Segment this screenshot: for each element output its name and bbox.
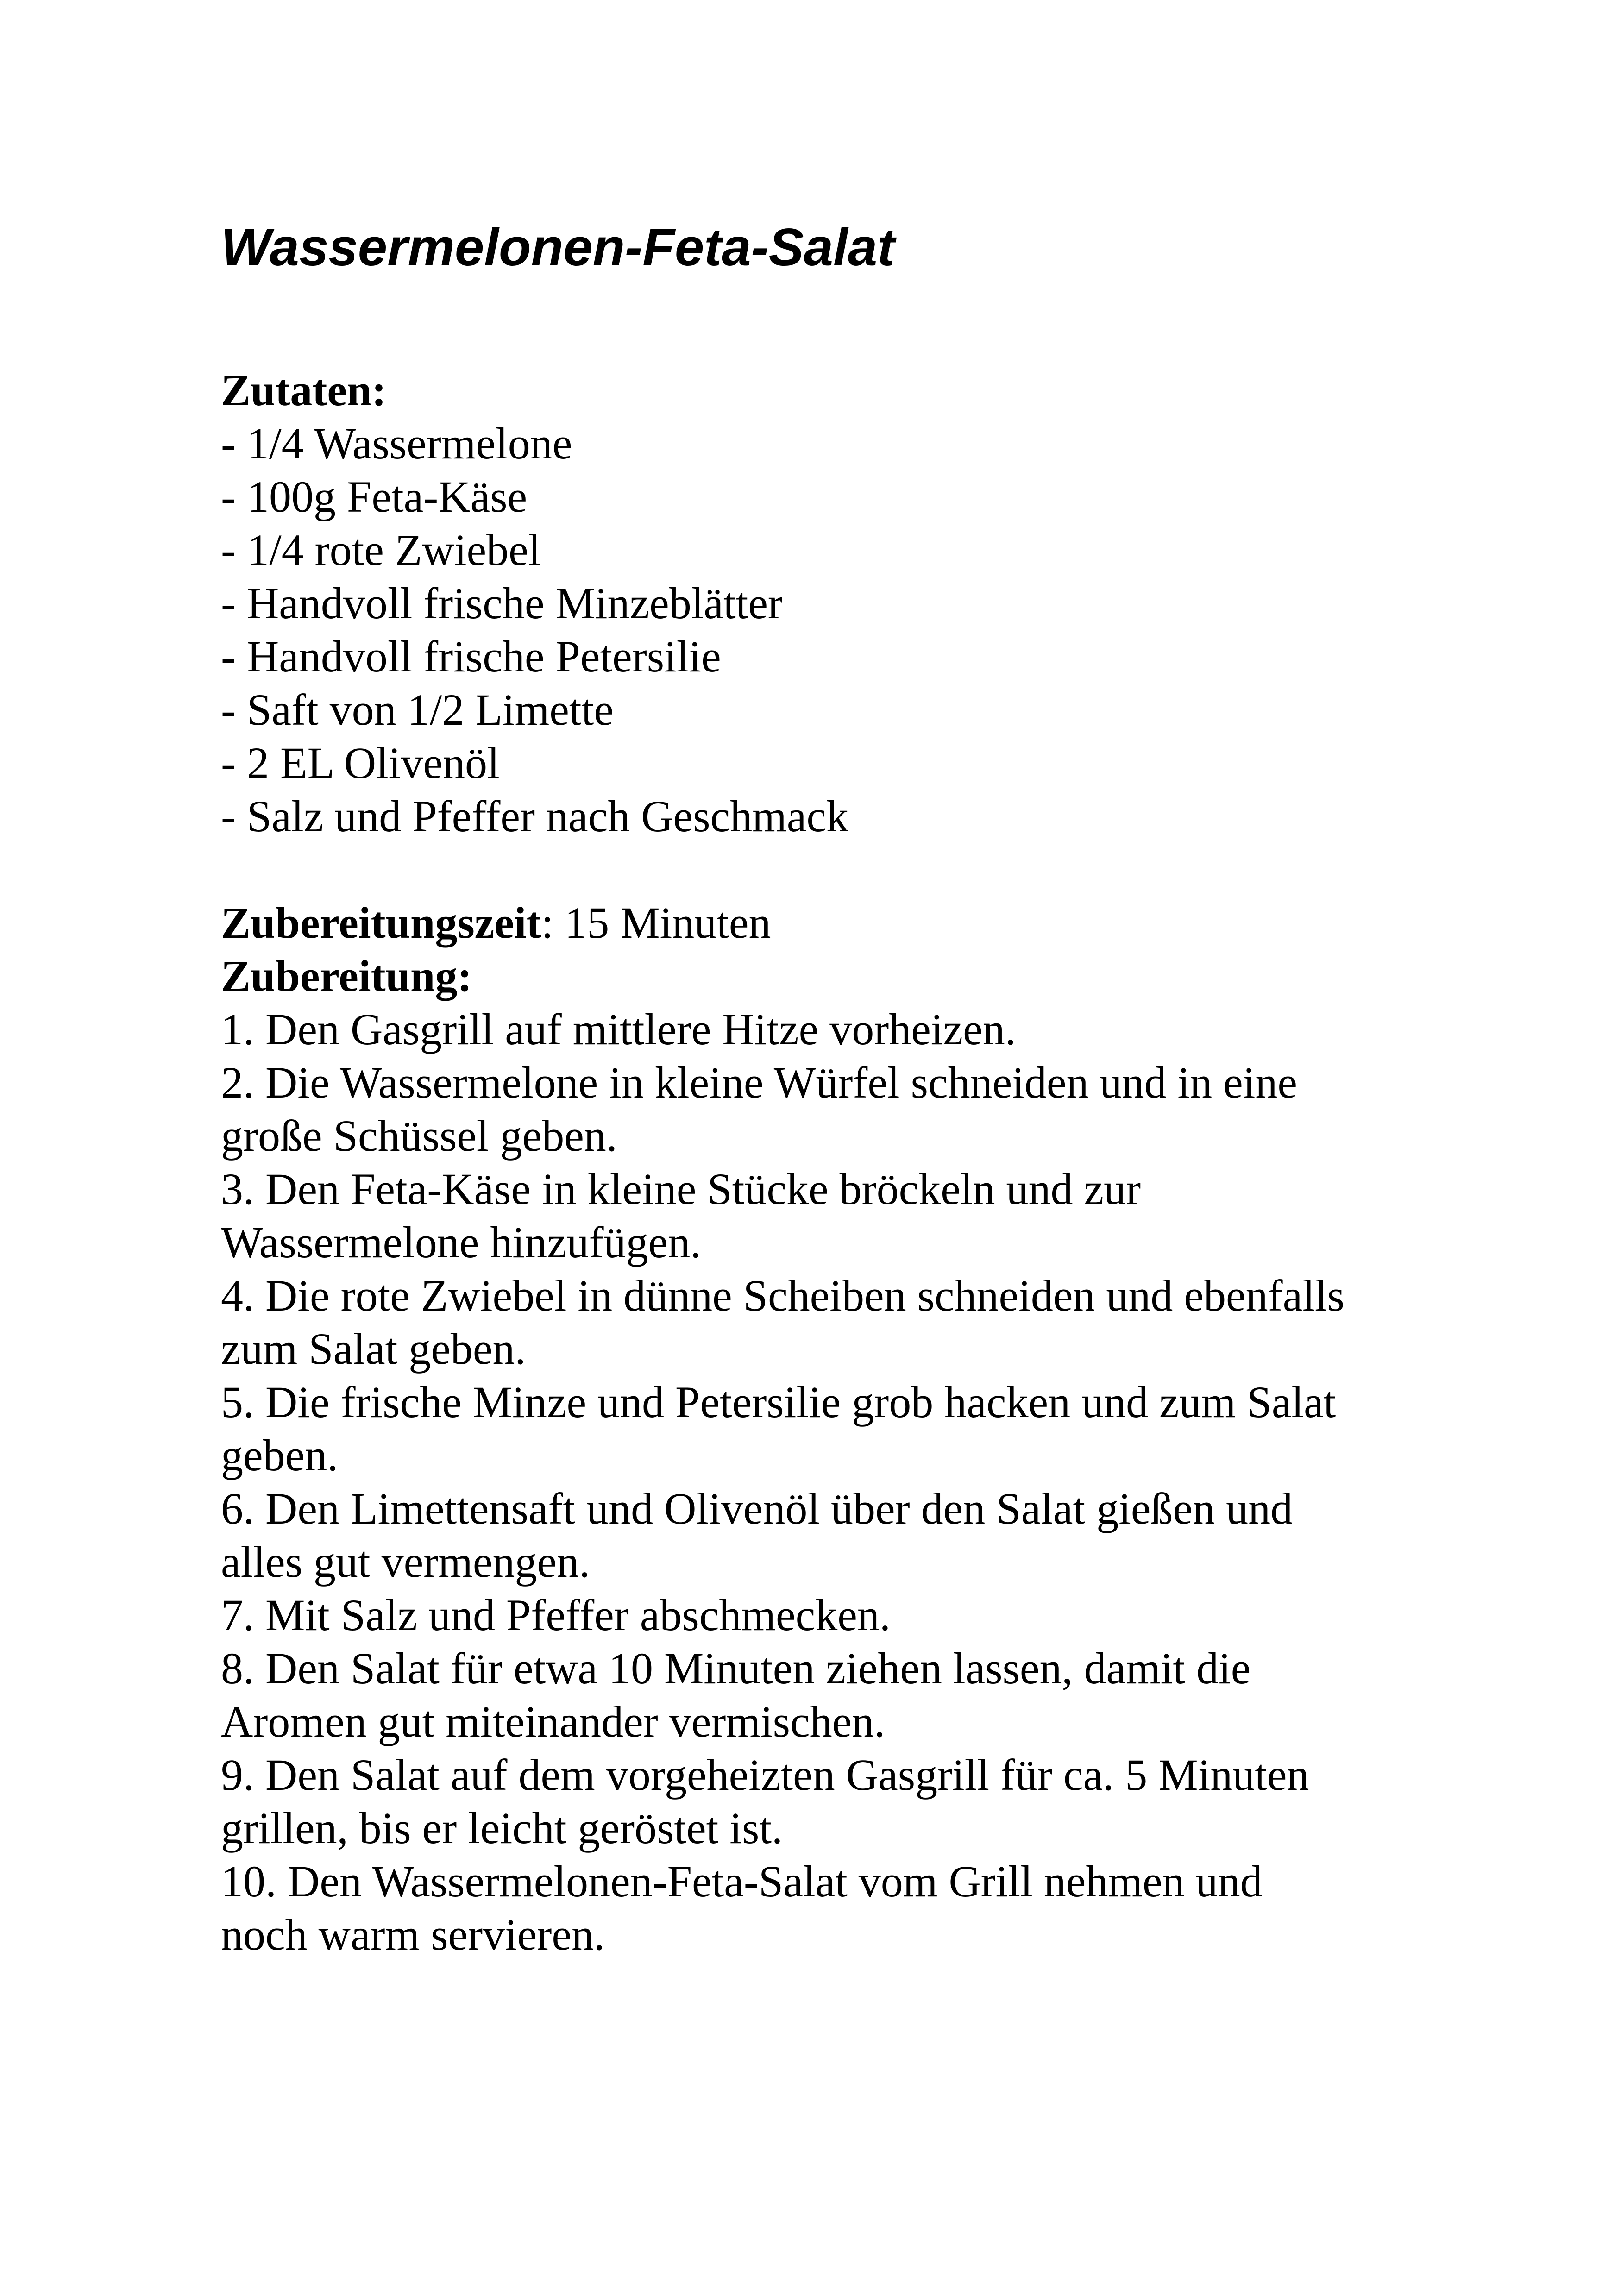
ingredient-item: - Saft von 1/2 Limette xyxy=(221,685,614,734)
step-item xyxy=(221,1642,1425,1748)
recipe-title: Wassermelonen-Feta-Salat xyxy=(221,218,895,277)
recipe-body xyxy=(221,364,1425,1961)
ingredient-item: - Handvoll frische Petersilie xyxy=(221,632,721,681)
ingredient-item: - 1/4 rote Zwiebel xyxy=(221,525,541,575)
step-line: 3. Den Feta-Käse in kleine Stücke bröckeln und zur xyxy=(221,1164,1141,1214)
prep-time-label: Zubereitungszeit xyxy=(221,898,541,947)
ingredient-item: - 100g Feta-Käse xyxy=(221,472,528,521)
step-line: 1. Den Gasgrill auf mittlere Hitze vorheizen. xyxy=(221,1004,1016,1054)
ingredients-heading: Zutaten: xyxy=(221,365,387,415)
step-line: Aromen gut miteinander vermischen. xyxy=(221,1697,886,1746)
step-item xyxy=(221,1269,1425,1375)
step-line: 5. Die frische Minze und Petersilie grob hacken und zum Salat xyxy=(221,1377,1336,1427)
step-line: grillen, bis er leicht geröstet ist. xyxy=(221,1803,783,1853)
step-line: 2. Die Wassermelone in kleine Würfel schneiden und in eine xyxy=(221,1058,1298,1107)
step-item xyxy=(221,1482,1425,1588)
step-item xyxy=(221,1003,1425,1056)
ingredients-list xyxy=(221,417,1425,843)
step-line: noch warm servieren. xyxy=(221,1910,605,1959)
step-line: 4. Die rote Zwiebel in dünne Scheiben schneiden und ebenfalls xyxy=(221,1271,1345,1320)
step-item xyxy=(221,1748,1425,1855)
step-item xyxy=(221,1375,1425,1482)
step-line: 7. Mit Salz und Pfeffer abschmecken. xyxy=(221,1590,891,1640)
step-line: alles gut vermengen. xyxy=(221,1537,591,1587)
step-item xyxy=(221,1588,1425,1642)
step-line: geben. xyxy=(221,1430,339,1480)
step-line: 8. Den Salat für etwa 10 Minuten ziehen lassen, damit die xyxy=(221,1644,1251,1693)
ingredient-item: - 1/4 Wassermelone xyxy=(221,419,572,468)
step-line: zum Salat geben. xyxy=(221,1324,526,1374)
preparation-steps xyxy=(221,1003,1425,1961)
step-item xyxy=(221,1056,1425,1162)
ingredient-item: - Salz und Pfeffer nach Geschmack xyxy=(221,791,849,841)
step-item xyxy=(221,1855,1425,1961)
step-line: 10. Den Wassermelonen-Feta-Salat vom Grill nehmen und xyxy=(221,1857,1263,1906)
preparation-heading: Zubereitung: xyxy=(221,951,472,1001)
ingredient-item: - Handvoll frische Minzeblätter xyxy=(221,578,783,628)
prep-time-value: : 15 Minuten xyxy=(541,898,771,947)
step-line: Wassermelone hinzufügen. xyxy=(221,1217,702,1267)
step-item xyxy=(221,1162,1425,1269)
section-spacer xyxy=(221,843,1425,896)
step-line: große Schüssel geben. xyxy=(221,1111,617,1161)
prep-time xyxy=(221,896,1425,949)
step-line: 6. Den Limettensaft und Olivenöl über den Salat gießen und xyxy=(221,1484,1293,1533)
step-line: 9. Den Salat auf dem vorgeheizten Gasgrill für ca. 5 Minuten xyxy=(221,1750,1309,1800)
ingredient-item: - 2 EL Olivenöl xyxy=(221,738,500,788)
